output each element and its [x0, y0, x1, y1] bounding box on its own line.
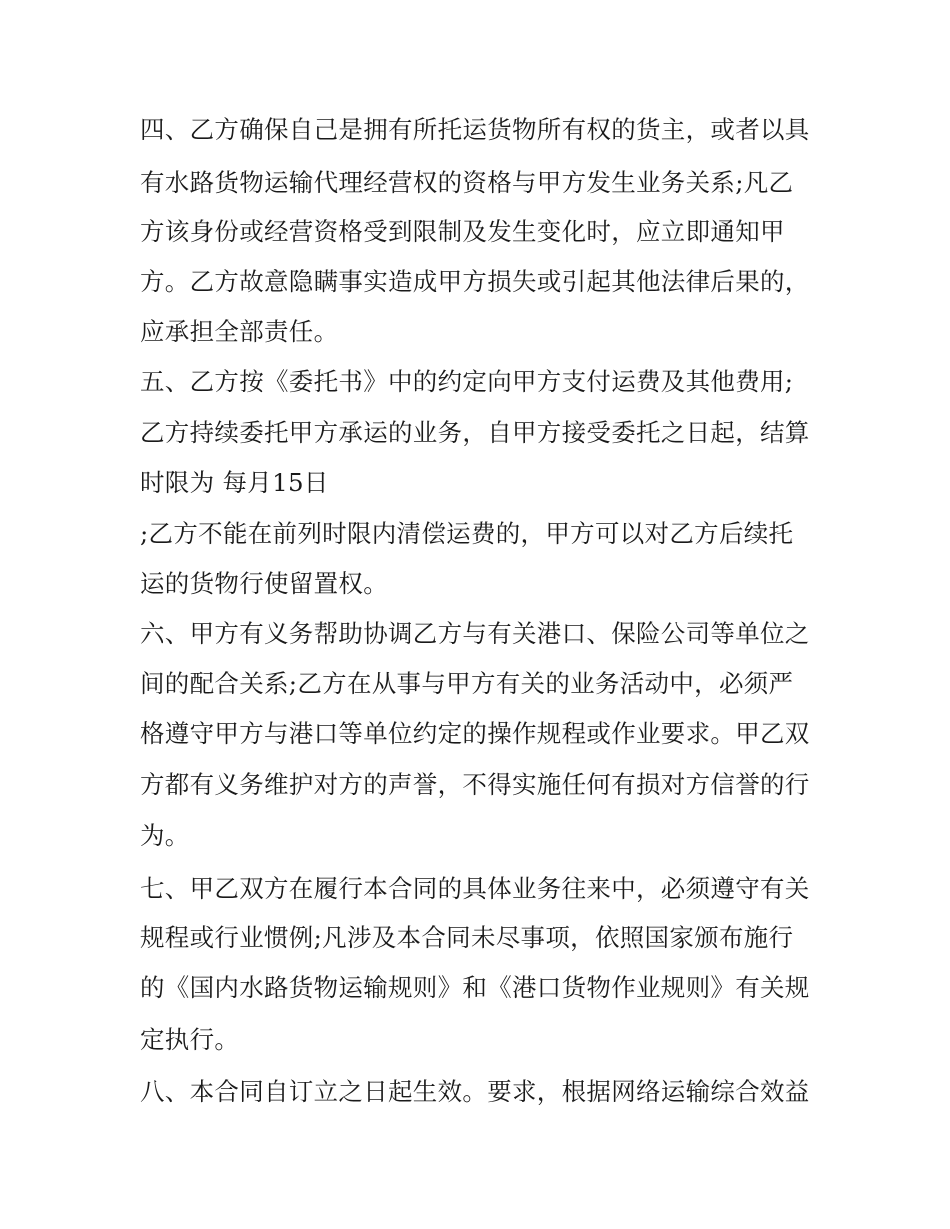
text-line: ;乙方不能在前列时限内清偿运费的，甲方可以对乙方后续托	[140, 519, 794, 548]
text-line: 方都有义务维护对方的声誉，不得实施任何有损对方信誉的行	[140, 770, 810, 799]
text-line: 四、乙方确保自己是拥有所托运货物所有权的货主，或者以具	[140, 115, 810, 144]
text-line: 方该身份或经营资格受到限制及发生变化时，应立即通知甲	[140, 217, 785, 246]
text-line: 应承担全部责任。	[140, 317, 339, 346]
text-line: 七、甲乙双方在履行本合同的具体业务往来中，必须遵守有关	[140, 874, 810, 903]
text-line: 定执行。	[140, 1025, 240, 1054]
text-line: 的《国内水路货物运输规则》和《港口货物作业规则》有关规	[140, 973, 810, 1002]
text-line: 规程或行业惯例;凡涉及本合同未尽事项，依照国家颁布施行	[140, 923, 794, 952]
text-line: 方。乙方故意隐瞒事实造成甲方损失或引起其他法律后果的，	[140, 267, 810, 296]
text-line: 乙方持续委托甲方承运的业务，自甲方接受委托之日起，结算	[140, 418, 810, 447]
text-line: 运的货物行使留置权。	[140, 569, 388, 598]
text-line: 五、乙方按《委托书》中的约定向甲方支付运费及其他费用;	[140, 367, 794, 396]
text-line: 间的配合关系;乙方在从事与甲方有关的业务活动中，必须严	[140, 669, 794, 698]
text-line: 为。	[140, 821, 190, 850]
text-line: 六、甲方有义务帮助协调乙方与有关港口、保险公司等单位之	[140, 619, 810, 648]
text-line: 格遵守甲方与港口等单位约定的操作规程或作业要求。甲乙双	[140, 719, 810, 748]
text-line: 有水路货物运输代理经营权的资格与甲方发生业务关系;凡乙	[140, 168, 794, 197]
text-line: 时限为 每月15日	[140, 468, 329, 497]
text-line: 八、本合同自订立之日起生效。要求，根据网络运输综合效益	[140, 1077, 810, 1106]
